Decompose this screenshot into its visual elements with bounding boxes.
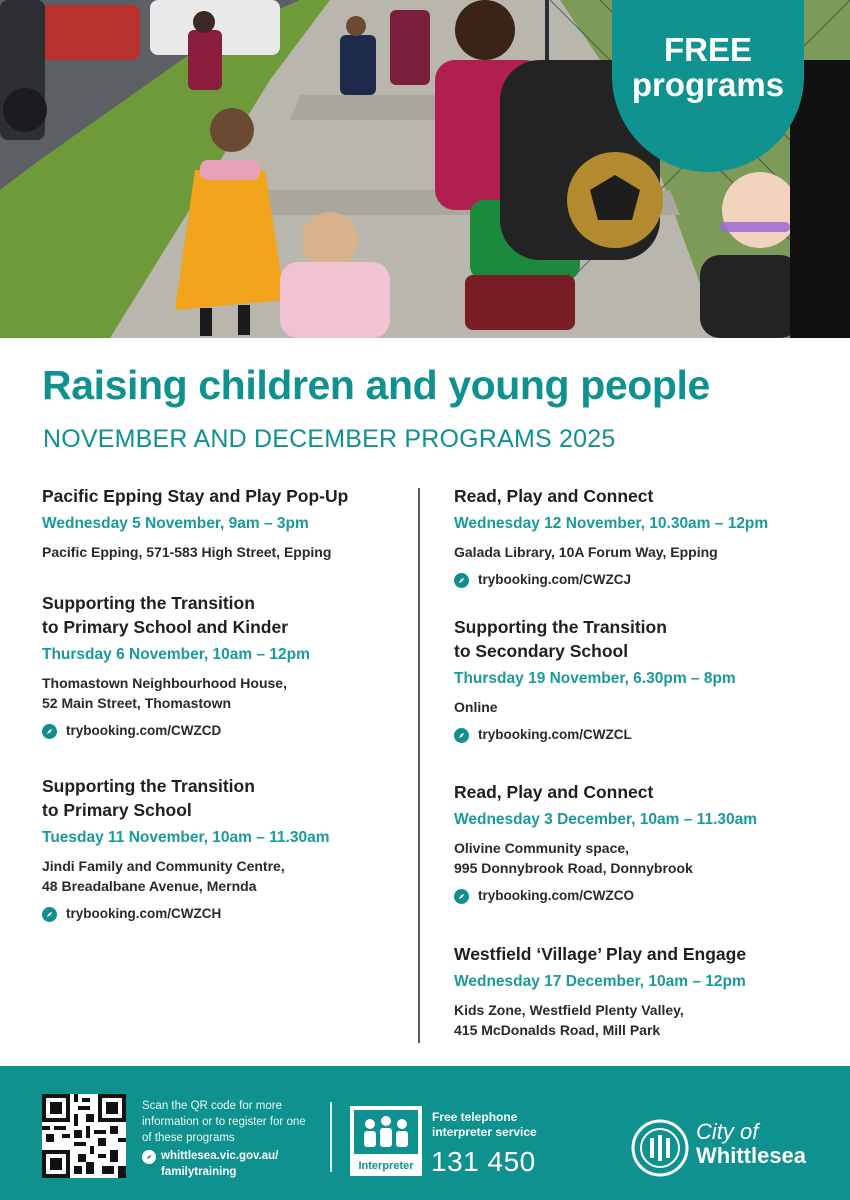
program-date: Thursday 6 November, 10am – 12pm: [42, 646, 310, 663]
interpreter-people-icon: [350, 1106, 422, 1156]
badge-line-programs: programs: [631, 66, 785, 103]
badge-line-free: FREE: [663, 31, 752, 68]
booking-link-text[interactable]: trybooking.com/CWZCH: [66, 906, 222, 921]
program-title: Supporting the Transition to Primary School: [42, 776, 255, 820]
program-venue: Olivine Community space, 995 Donnybrook Road, Donnybrook: [454, 840, 693, 876]
booking-link[interactable]: [454, 887, 834, 905]
interpreter-text-line1: Free telephone: [432, 1110, 518, 1124]
interpreter-label: Interpreter: [358, 1160, 414, 1172]
program-item: [42, 484, 422, 562]
program-date: Wednesday 17 December, 10am – 12pm: [454, 973, 746, 990]
council-name-line1: City of: [696, 1119, 759, 1144]
program-date: Tuesday 11 November, 10am – 11.30am: [42, 829, 330, 846]
program-title: Read, Play and Connect: [454, 486, 654, 506]
council-logo-icon: [630, 1118, 690, 1178]
program-title: Read, Play and Connect: [454, 782, 654, 802]
compass-link-icon: [42, 724, 57, 739]
program-venue: Galada Library, 10A Forum Way, Epping: [454, 544, 718, 560]
booking-link-text[interactable]: trybooking.com/CWZCO: [478, 888, 634, 903]
booking-link-text[interactable]: trybooking.com/CWZCL: [478, 727, 632, 742]
compass-link-icon: [454, 728, 469, 743]
hero-photo: [0, 0, 850, 338]
booking-link[interactable]: [42, 722, 422, 740]
program-item: [454, 615, 834, 744]
compass-link-icon: [142, 1150, 156, 1164]
program-venue: Pacific Epping, 571-583 High Street, Epping: [42, 544, 332, 560]
booking-link[interactable]: [454, 726, 834, 744]
program-item: [454, 780, 834, 905]
program-venue: Kids Zone, Westfield Plenty Valley, 415 McDonalds Road, Mill Park: [454, 1002, 684, 1038]
interpreter-service-text: [432, 1110, 537, 1140]
program-date: Wednesday 12 November, 10.30am – 12pm: [454, 515, 769, 532]
compass-link-icon: [42, 907, 57, 922]
qr-code-icon[interactable]: [42, 1094, 126, 1178]
footer: [0, 1066, 850, 1200]
program-title: Pacific Epping Stay and Play Pop-Up: [42, 486, 349, 506]
program-item: [42, 774, 422, 923]
page-subtitle: NOVEMBER AND DECEMBER PROGRAMS 2025: [43, 425, 616, 453]
booking-link-text[interactable]: trybooking.com/CWZCD: [66, 723, 222, 738]
program-venue: Jindi Family and Community Centre, 48 Breadalbane Avenue, Mernda: [42, 858, 285, 894]
family-training-link[interactable]: [142, 1148, 278, 1180]
program-date: Thursday 19 November, 6.30pm – 8pm: [454, 670, 736, 687]
program-title: Supporting the Transition to Primary School and Kinder: [42, 593, 289, 637]
program-venue: Thomastown Neighbourhood House, 52 Main Street, Thomastown: [42, 675, 287, 711]
program-item: [454, 942, 834, 1040]
page-title: Raising children and young people: [42, 362, 710, 408]
booking-link[interactable]: [454, 571, 834, 589]
compass-link-icon: [454, 573, 469, 588]
column-divider: [418, 488, 420, 1043]
family-training-link-line1[interactable]: whittlesea.vic.gov.au/: [161, 1150, 279, 1162]
program-item: [454, 484, 834, 589]
program-venue: Online: [454, 699, 498, 715]
program-date: Wednesday 3 December, 10am – 11.30am: [454, 811, 758, 828]
compass-link-icon: [454, 889, 469, 904]
interpreter-badge: [350, 1106, 422, 1176]
council-name: [696, 1120, 806, 1168]
booking-link-text[interactable]: trybooking.com/CWZCJ: [478, 572, 632, 587]
family-training-link-line2[interactable]: familytraining: [161, 1166, 237, 1178]
program-date: Wednesday 5 November, 9am – 3pm: [42, 515, 309, 532]
footer-divider: [330, 1102, 332, 1172]
program-item: [42, 591, 422, 740]
qr-instructions: Scan the QR code for more information or to register for one of these programs: [142, 1100, 306, 1144]
booking-link[interactable]: [42, 905, 422, 923]
program-title: Westfield ‘Village’ Play and Engage: [454, 944, 747, 964]
council-name-line2: Whittlesea: [696, 1143, 807, 1168]
interpreter-phone[interactable]: 131 450: [431, 1146, 536, 1177]
program-title: Supporting the Transition to Secondary School: [454, 617, 667, 661]
interpreter-text-line2: interpreter service: [432, 1125, 537, 1139]
